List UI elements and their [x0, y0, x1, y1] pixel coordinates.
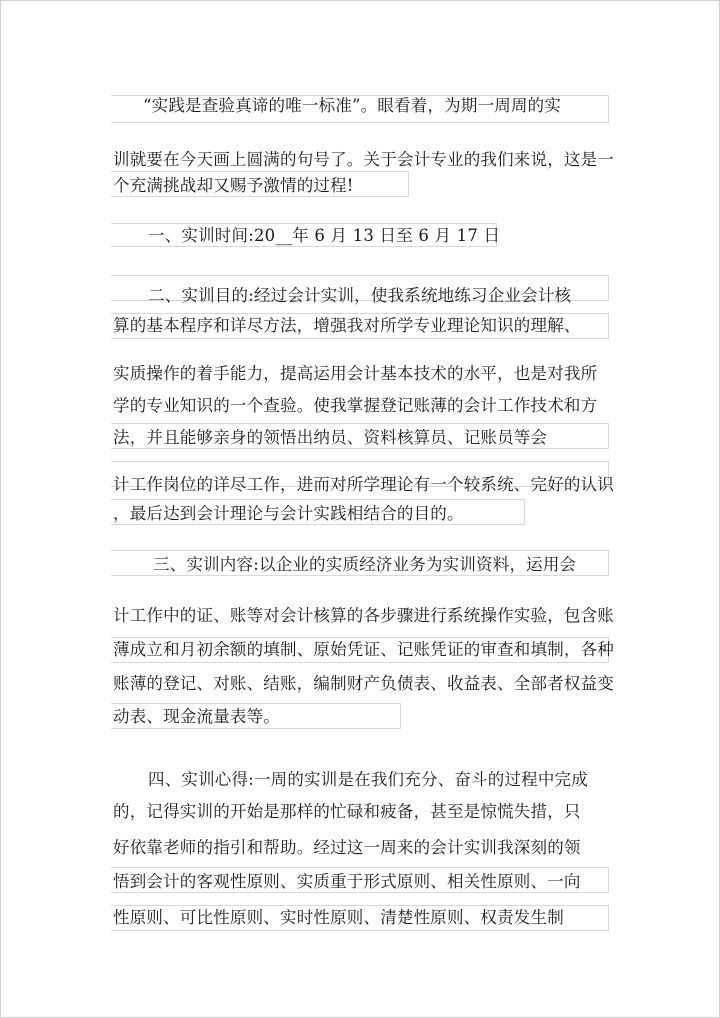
- text-line: ，最后达到会计理论与会计实践相结合的目的。: [113, 504, 464, 523]
- text-line: 的，记得实训的开始是那样的忙碌和疲备，甚至是惊慌失措，只: [113, 802, 581, 821]
- text-line: 训就要在今天画上圆满的句号了。关于会计专业的我们来说，这是一: [113, 150, 614, 169]
- text-line: “实践是查验真谛的唯一标准”。眼看着，为期一周周的实: [143, 96, 562, 115]
- text-line: 四、实训心得:一周的实训是在我们充分、奋斗的过程中完成: [148, 770, 588, 789]
- text-line: 三、实训内容:以企业的实质经济业务为实训资料，运用会: [153, 555, 577, 574]
- text-line: 动表、现金流量表等。: [113, 707, 280, 726]
- text-line: 二、实训目的:经过会计实训，使我系统地练习企业会计核: [148, 286, 572, 305]
- text-line: 薄成立和月初余额的填制、原始凭证、记账凭证的审查和填制，各种: [113, 640, 614, 659]
- text-line: 法，并且能够亲身的领悟出纳员、资料核算员、记账员等会: [113, 428, 548, 447]
- text-line: 学的专业知识的一个查验。使我掌握登记账薄的会计工作技术和方: [113, 396, 598, 415]
- text-line: 悟到会计的客观性原则、实质重于形式原则、相关性原则、一向: [113, 872, 581, 891]
- text-line: 计工作中的证、账等对会计核算的各步骤进行系统操作实验，包含账: [113, 606, 614, 625]
- text-line: 账薄的登记、对账、结账，编制财产负债表、收益表、全部者权益变: [113, 674, 614, 693]
- text-line: 算的基本程序和详尽方法，增强我对所学专业理论知识的理解、: [113, 316, 581, 335]
- text-line: 计工作岗位的详尽工作，进而对所学理论有一个较系统、完好的认识: [113, 475, 614, 494]
- text-line: 性原则、可比性原则、实时性原则、清楚性原则、权责发生制: [113, 908, 564, 927]
- text-line: 一、实训时间:20__年 6 月 13 日至 6 月 17 日: [148, 226, 501, 245]
- text-line: 实质操作的着手能力，提高运用会计基本技术的水平，也是对我所: [113, 364, 598, 383]
- text-line: 个充满挑战却又赐予激情的过程!: [113, 176, 354, 195]
- text-line: 好依靠老师的指引和帮助。经过这一周来的会计实训我深刻的领: [113, 838, 581, 857]
